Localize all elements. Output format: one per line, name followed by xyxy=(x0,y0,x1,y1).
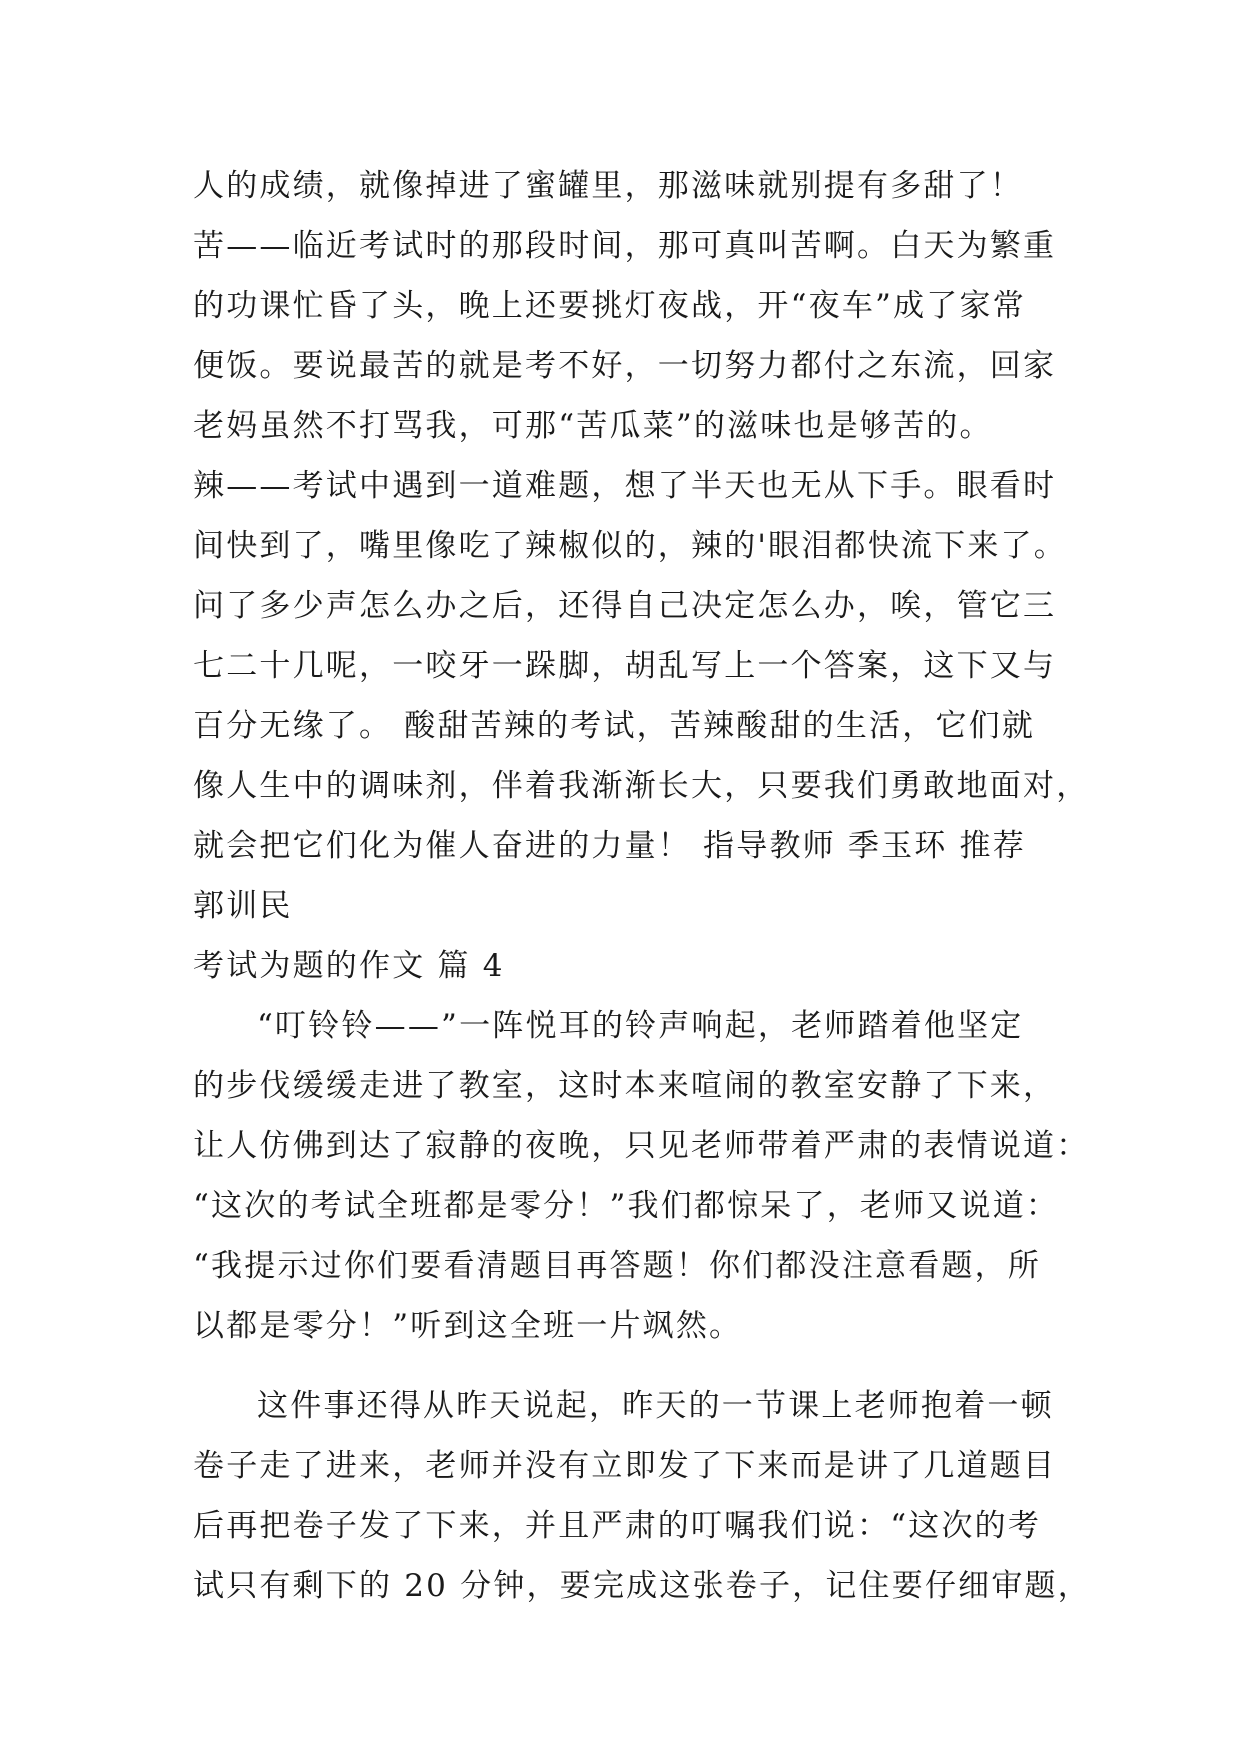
text-line: 问了多少声怎么办之后，还得自己决定怎么办，唉，管它三 xyxy=(193,588,1057,624)
paragraph-line: 以都是零分！”听到这全班一片飒然。 xyxy=(193,1308,743,1344)
paragraph-line: 后再把卷子发了下来，并且严肃的叮嘱我们说：“这次的考 xyxy=(193,1508,1042,1544)
text-line: 间快到了，嘴里像吃了辣椒似的，辣的'眼泪都快流下来了。 xyxy=(193,528,1067,564)
paragraph-line: 卷子走了进来，老师并没有立即发了下来而是讲了几道题目 xyxy=(193,1448,1057,1484)
paragraph-line: “叮铃铃——”一阵悦耳的铃声响起，老师踏着他坚定 xyxy=(257,1008,1024,1044)
text-line: 苦——临近考试时的那段时间，那可真叫苦啊。白天为繁重 xyxy=(193,228,1057,264)
paragraph-line: 这件事还得从昨天说起，昨天的一节课上老师抱着一顿 xyxy=(257,1388,1054,1424)
paragraph-line: 试只有剩下的 20 分钟，要完成这张卷子，记住要仔细审题， xyxy=(193,1568,1091,1604)
paragraph-line: “我提示过你们要看清题目再答题！你们都没注意看题，所 xyxy=(193,1248,1042,1284)
text-line: 人的成绩，就像掉进了蜜罐里，那滋味就别提有多甜了！ xyxy=(193,168,1023,204)
text-line: 像人生中的调味剂，伴着我渐渐长大，只要我们勇敢地面对， xyxy=(193,768,1090,804)
paragraph-line: 的步伐缓缓走进了教室，这时本来喧闹的教室安静了下来， xyxy=(193,1068,1057,1104)
text-line: 郭训民 xyxy=(193,888,293,924)
text-line: 辣——考试中遇到一道难题，想了半天也无从下手。眼看时 xyxy=(193,468,1057,504)
text-line: 便饭。要说最苦的就是考不好，一切努力都付之东流，回家 xyxy=(193,348,1057,384)
text-line: 就会把它们化为催人奋进的力量！ 指导教师 季玉环 推荐 xyxy=(193,828,1026,864)
text-line: 百分无缘了。 酸甜苦辣的考试，苦辣酸甜的生活，它们就 xyxy=(193,708,1036,744)
section-title: 考试为题的作文 篇 4 xyxy=(193,948,505,984)
paragraph-line: “这次的考试全班都是零分！”我们都惊呆了，老师又说道： xyxy=(193,1188,1060,1224)
text-line: 老妈虽然不打骂我，可那“苦瓜菜”的滋味也是够苦的。 xyxy=(193,408,993,444)
text-line: 的功课忙昏了头，晚上还要挑灯夜战，开“夜车”成了家常 xyxy=(193,288,1026,324)
paragraph-line: 让人仿佛到达了寂静的夜晚，只见老师带着严肃的表情说道： xyxy=(193,1128,1090,1164)
text-line: 七二十几呢，一咬牙一跺脚，胡乱写上一个答案，这下又与 xyxy=(193,648,1057,684)
